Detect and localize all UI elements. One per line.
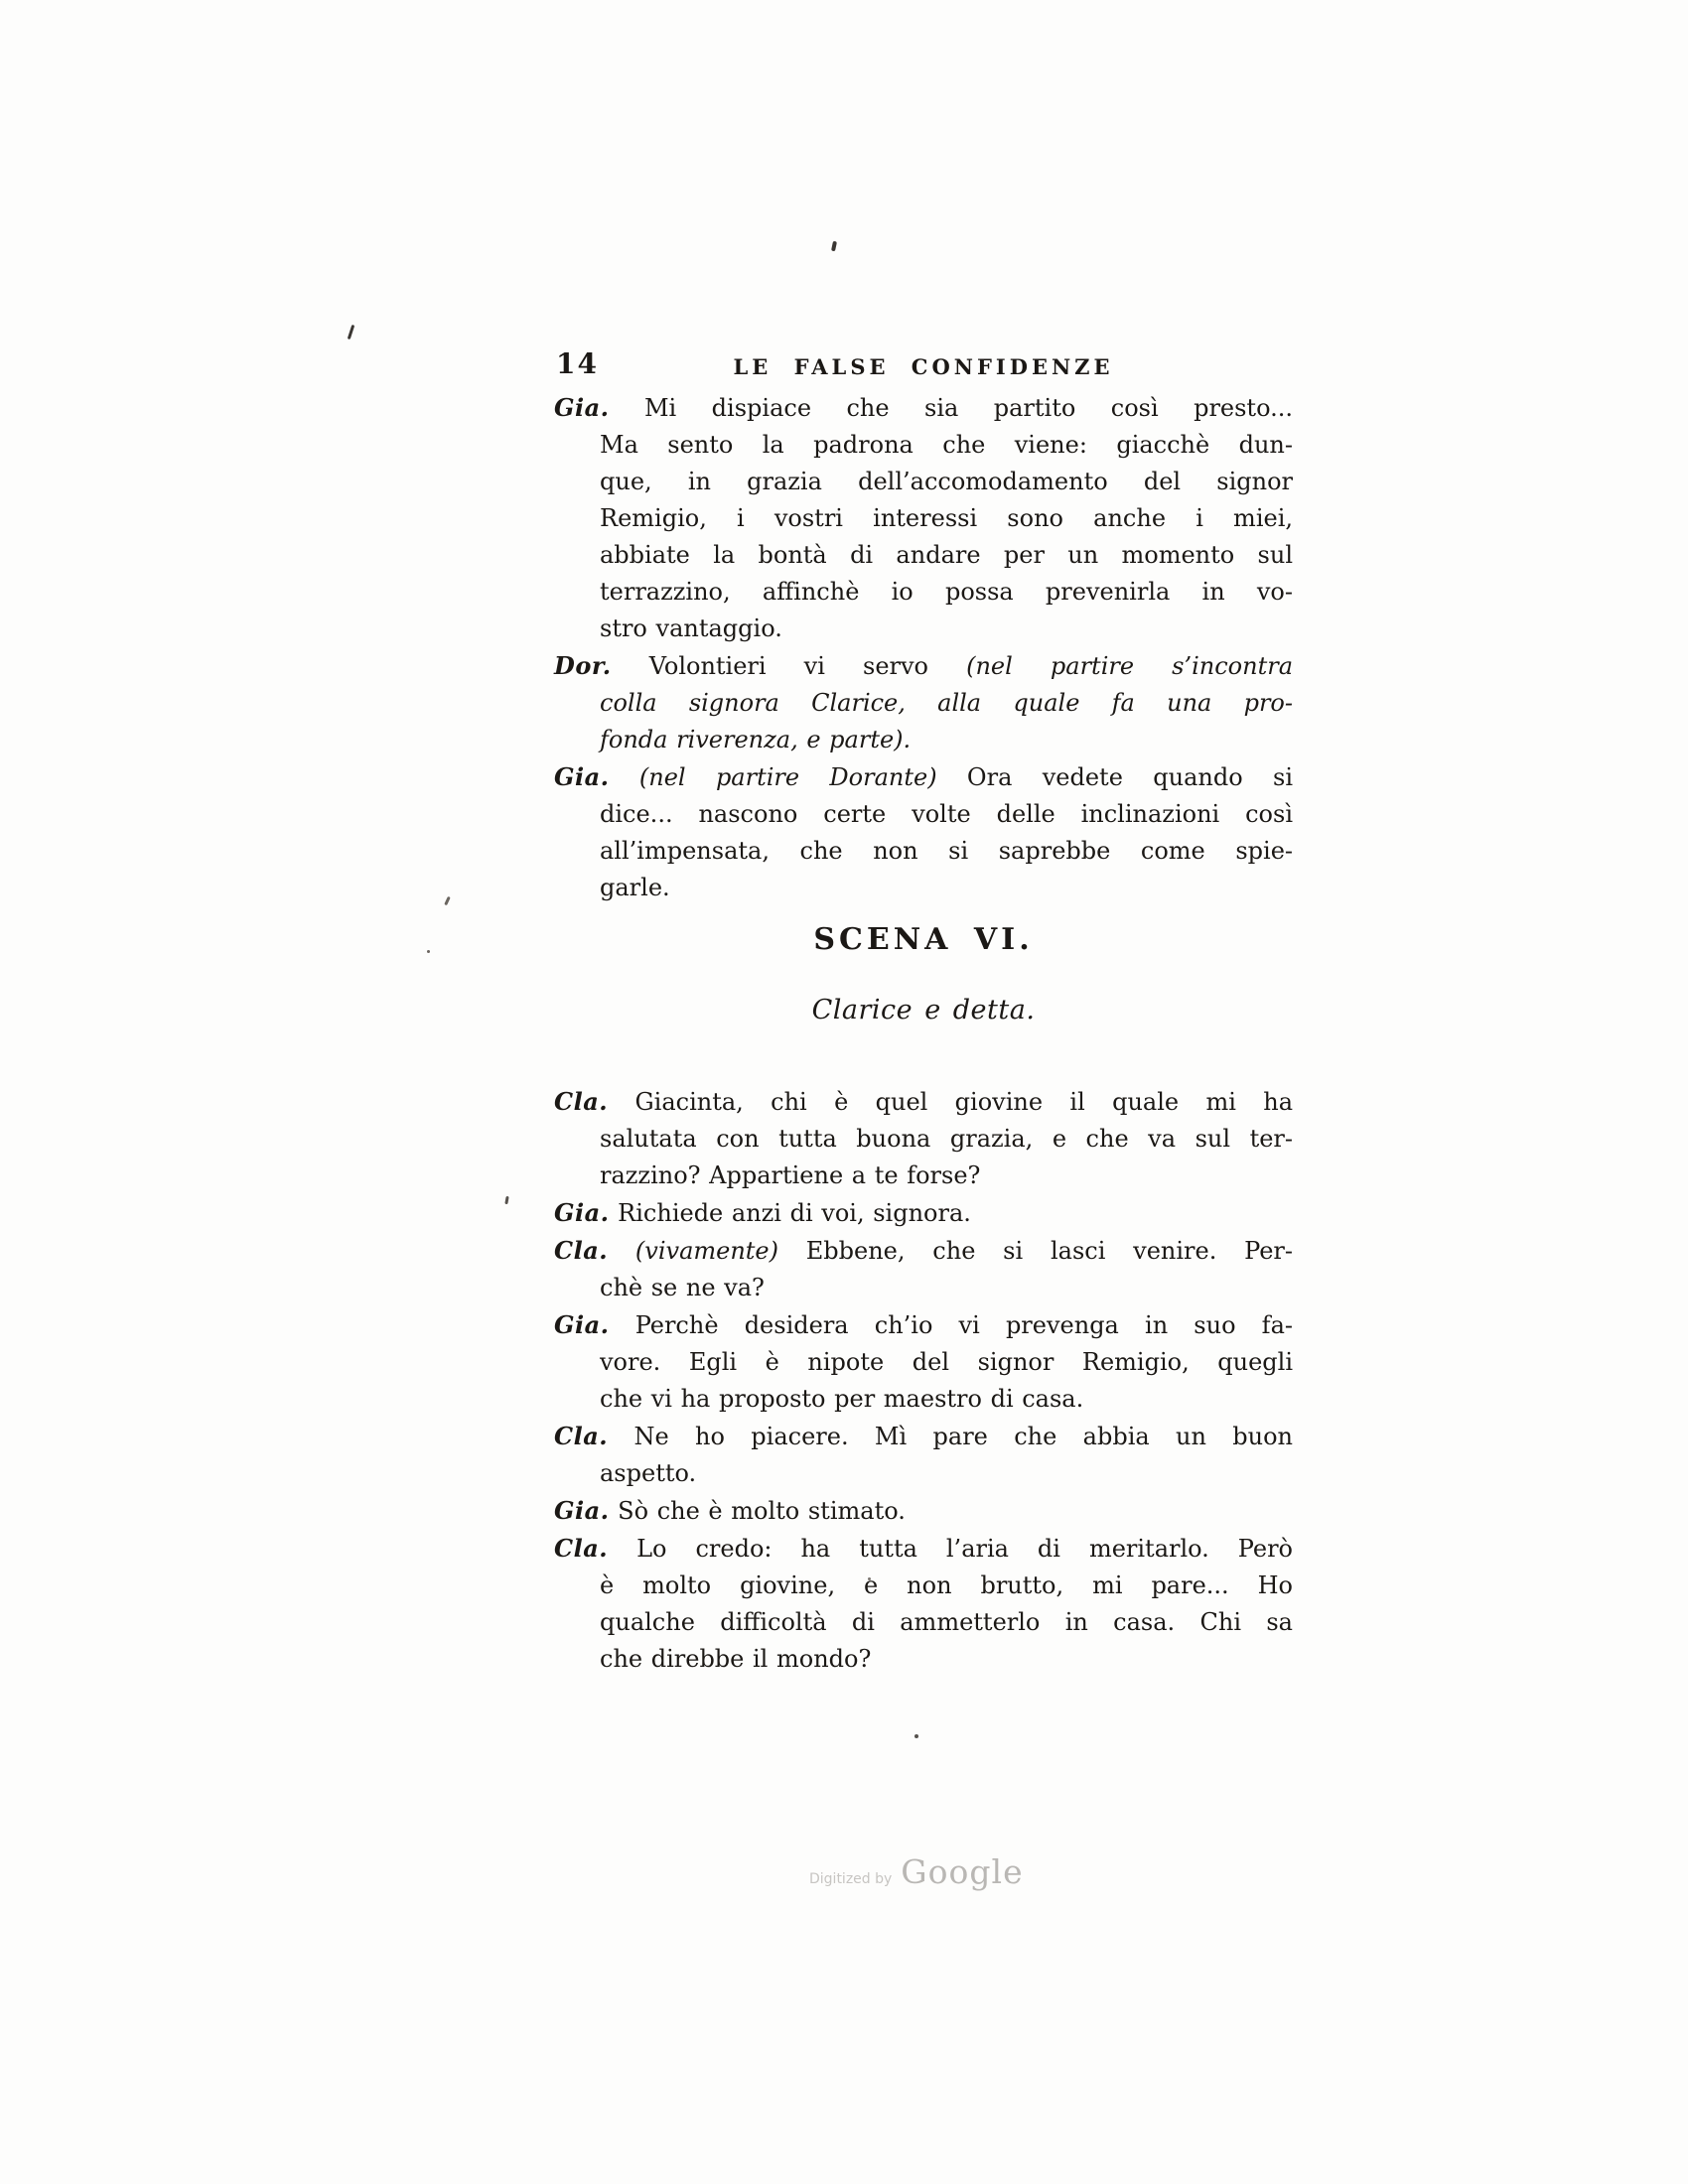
speech — [554, 1418, 1293, 1492]
text-line — [554, 1641, 1293, 1678]
dialogue-text: vore. Egli è nipote del signor Remigio, quegli — [600, 1348, 1293, 1376]
text-line — [554, 1530, 1293, 1568]
ink-speckle — [831, 241, 837, 252]
dialogue-text: Volontieri vi servo — [648, 652, 967, 680]
text-line — [554, 1306, 1293, 1344]
text-line — [554, 796, 1293, 833]
text-line — [554, 1381, 1293, 1418]
page-number: 14 — [556, 347, 599, 380]
text-line — [554, 427, 1293, 464]
text-line — [554, 1492, 1293, 1530]
digitized-by-label: Digitized by — [809, 1871, 893, 1887]
speech — [554, 647, 1293, 758]
running-title: LE FALSE CONFIDENZE — [733, 354, 1114, 379]
text-line — [554, 574, 1293, 611]
dialogue-text: Ebbene, che si lasci venire. Per- — [778, 1237, 1293, 1265]
ink-speckle — [504, 1196, 508, 1204]
dialogue-text: qualche difficoltà di ammetterlo in casa. Chi sa — [600, 1608, 1293, 1636]
text-line — [554, 611, 1293, 647]
dialogue-text: que, in grazia dell’accomodamento del signor — [600, 468, 1293, 495]
dialogue-text: Lo credo: ha tutta l’aria di meritarlo. Però — [636, 1535, 1293, 1563]
text-line — [554, 1232, 1293, 1270]
dialogue-text: Mi dispiace che sia partito così presto... — [643, 394, 1293, 422]
text-line — [554, 870, 1293, 906]
text-line — [554, 647, 1293, 685]
dialogue-text: Giacinta, chi è quel giovine il quale mi ha — [634, 1088, 1293, 1116]
text-line — [554, 722, 1293, 758]
dialogue-text: Ora vedete quando si — [936, 763, 1293, 791]
dialogue-text: è molto giovine, e non brutto, mi pare... Ho — [600, 1571, 1293, 1599]
dialogue-text: che vi ha proposto per maestro di casa. — [600, 1385, 1084, 1413]
text-line — [554, 389, 1293, 427]
text-line — [554, 1194, 1293, 1232]
stage-direction: (nel partire s’incontra — [966, 652, 1294, 680]
text-line — [554, 1083, 1293, 1121]
ink-speckle — [444, 896, 451, 905]
ink-speckle — [914, 1734, 918, 1738]
speech — [554, 1083, 1293, 1194]
ink-speckle — [348, 325, 354, 340]
stage-direction: fonda riverenza, e parte). — [600, 726, 912, 753]
speaker-abbrev: Cla. — [554, 1087, 609, 1116]
stage-direction: colla signora Clarice, alla quale fa una pro- — [600, 689, 1293, 717]
text-line — [554, 1418, 1293, 1455]
ink-speckle — [427, 950, 430, 953]
dialogue-text: Ne ho piacere. Mì pare che abbia un buon — [633, 1423, 1294, 1450]
stage-direction: (nel partire Dorante) — [638, 763, 937, 791]
dialogue-text: razzino? Appartiene a te forse? — [600, 1161, 981, 1189]
google-logo: Google — [901, 1852, 1024, 1891]
dialogue-text: Ma sento la padrona che viene: giacchè dun- — [600, 431, 1293, 459]
dialogue-block-top — [554, 389, 1293, 906]
dialogue-text: abbiate la bontà di andare per un momento sul — [600, 541, 1293, 569]
text-column — [554, 347, 1293, 1678]
speech — [554, 1194, 1293, 1232]
speech — [554, 758, 1293, 906]
speaker-abbrev: Cla. — [554, 1534, 609, 1563]
dialogue-text: terrazzino, affinchè io possa prevenirla in vo- — [600, 578, 1293, 606]
speaker-abbrev: Gia. — [554, 1310, 610, 1339]
dialogue-block-bottom — [554, 1083, 1293, 1678]
text-line — [554, 1158, 1293, 1194]
speech — [554, 1232, 1293, 1306]
stage-direction: (vivamente) — [634, 1237, 778, 1265]
speaker-abbrev: Cla. — [554, 1236, 609, 1265]
scene-characters: Clarice e detta. — [811, 995, 1036, 1025]
dialogue-text: salutata con tutta buona grazia, e che va sul ter- — [600, 1125, 1293, 1153]
text-line — [554, 464, 1293, 500]
page-header — [554, 347, 1293, 389]
speaker-abbrev: Dor. — [554, 651, 612, 680]
text-line — [554, 685, 1293, 722]
speaker-abbrev: Gia. — [554, 1198, 610, 1227]
dialogue-text: Perchè desidera ch’io vi prevenga in suo fa- — [634, 1311, 1293, 1339]
text-line — [554, 1121, 1293, 1158]
text-line — [554, 1270, 1293, 1306]
text-line — [554, 758, 1293, 796]
speech — [554, 389, 1293, 647]
speaker-abbrev: Gia. — [554, 393, 610, 422]
text-line — [554, 500, 1293, 537]
text-line — [554, 1568, 1293, 1604]
speech — [554, 1306, 1293, 1418]
scene-heading: SCENA VI. — [813, 922, 1034, 957]
speaker-abbrev: Gia. — [554, 762, 610, 791]
dialogue-text: dice... nascono certe volte delle inclinazioni così — [600, 800, 1293, 828]
speech — [554, 1530, 1293, 1678]
text-line — [554, 1455, 1293, 1492]
text-line — [554, 833, 1293, 870]
text-line — [554, 537, 1293, 574]
dialogue-text: aspetto. — [600, 1459, 697, 1487]
dialogue-text: Richiede anzi di voi, signora. — [618, 1199, 971, 1227]
dialogue-text: chè se ne va? — [600, 1274, 765, 1301]
text-line — [554, 1344, 1293, 1381]
speaker-abbrev: Gia. — [554, 1496, 610, 1525]
dialogue-text: stro vantaggio. — [600, 614, 782, 642]
text-line — [554, 1604, 1293, 1641]
dialogue-text: garle. — [600, 874, 670, 901]
dialogue-text: Sò che è molto stimato. — [618, 1497, 906, 1525]
dialogue-text: Remigio, i vostri interessi sono anche i miei, — [600, 504, 1293, 532]
dialogue-text: all’impensata, che non si saprebbe come spie- — [600, 837, 1293, 865]
speaker-abbrev: Cla. — [554, 1422, 609, 1450]
google-watermark — [809, 1852, 1024, 1891]
speech — [554, 1492, 1293, 1530]
dialogue-text: che direbbe il mondo? — [600, 1645, 872, 1673]
